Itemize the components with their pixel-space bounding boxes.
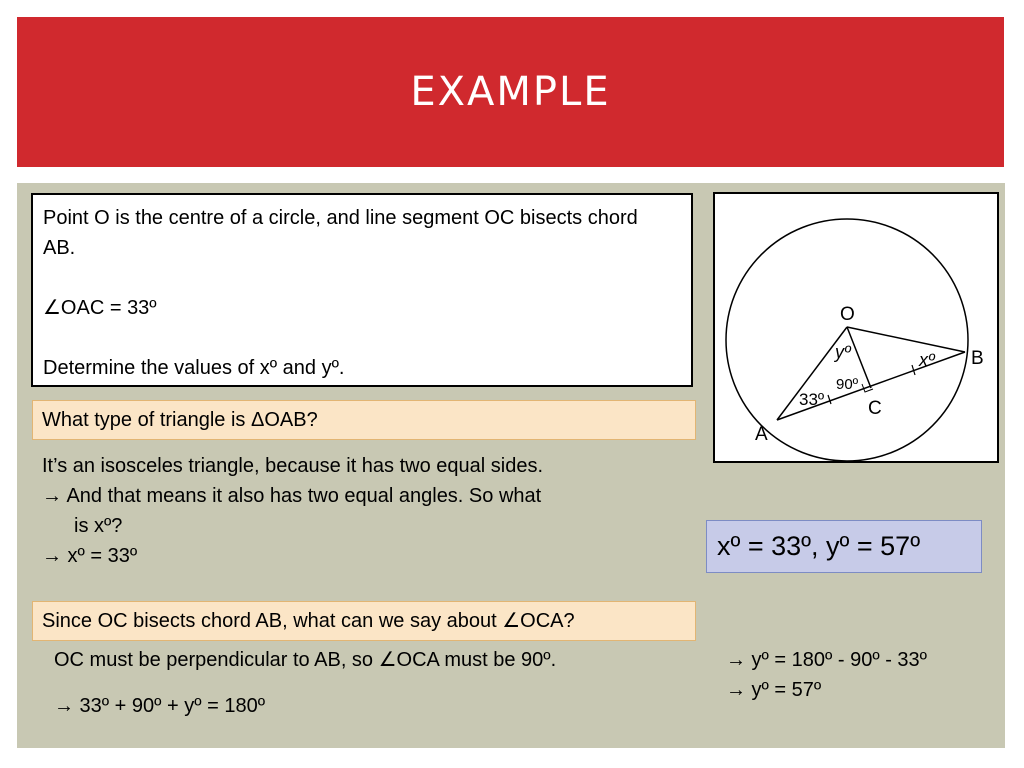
problem-task: Determine the values of xº and yº. bbox=[43, 357, 345, 379]
circle-diagram-box bbox=[713, 192, 999, 463]
tick-mark-ac bbox=[828, 395, 831, 404]
label-b: B bbox=[971, 348, 984, 369]
label-90: 90º bbox=[836, 376, 859, 393]
answer-2-line-1: OC must be perpendicular to AB, so ∠OCA must be 90º. bbox=[54, 649, 557, 671]
side-step-2: → yº = 57º bbox=[726, 679, 822, 701]
final-answer: xº = 33º, yº = 57º bbox=[717, 531, 921, 561]
label-a: A bbox=[755, 424, 768, 445]
problem-statement: Point O is the centre of a circle, and line segment OC bisects chord AB. bbox=[43, 207, 638, 259]
title-banner bbox=[17, 17, 1004, 167]
label-33: 33º bbox=[799, 390, 825, 409]
segment-ob bbox=[847, 327, 965, 352]
side-steps bbox=[726, 645, 927, 705]
answer-2-line-2: → 33º + 90º + yº = 180º bbox=[54, 695, 266, 717]
question-1-box bbox=[32, 400, 696, 440]
label-x: xº bbox=[919, 350, 935, 370]
answer-1-line-2b: is xº? bbox=[74, 515, 123, 537]
answer-1-line-1: It’s an isosceles triangle, because it has two equal sides. bbox=[42, 455, 544, 477]
final-answer-box bbox=[706, 520, 982, 573]
question-2: Since OC bisects chord AB, what can we say about ∠OCA? bbox=[42, 610, 575, 632]
answer-1-text bbox=[42, 451, 682, 571]
given-angle: ∠OAC = 33º bbox=[43, 297, 157, 319]
question-2-box bbox=[32, 601, 696, 641]
label-c: C bbox=[868, 398, 882, 419]
answer-1-line-2a: → And that means it also has two equal angles. So what bbox=[42, 485, 542, 507]
side-step-1: → yº = 180º - 90º - 33º bbox=[726, 649, 927, 671]
label-o: O bbox=[840, 304, 855, 325]
problem-box bbox=[31, 193, 693, 387]
slide-title: EXAMPLE bbox=[410, 69, 611, 115]
question-1: What type of triangle is ΔOAB? bbox=[42, 409, 318, 431]
label-y: yº bbox=[835, 342, 851, 362]
answer-1-line-3: → xº = 33º bbox=[42, 545, 138, 567]
circle-diagram bbox=[715, 194, 997, 461]
